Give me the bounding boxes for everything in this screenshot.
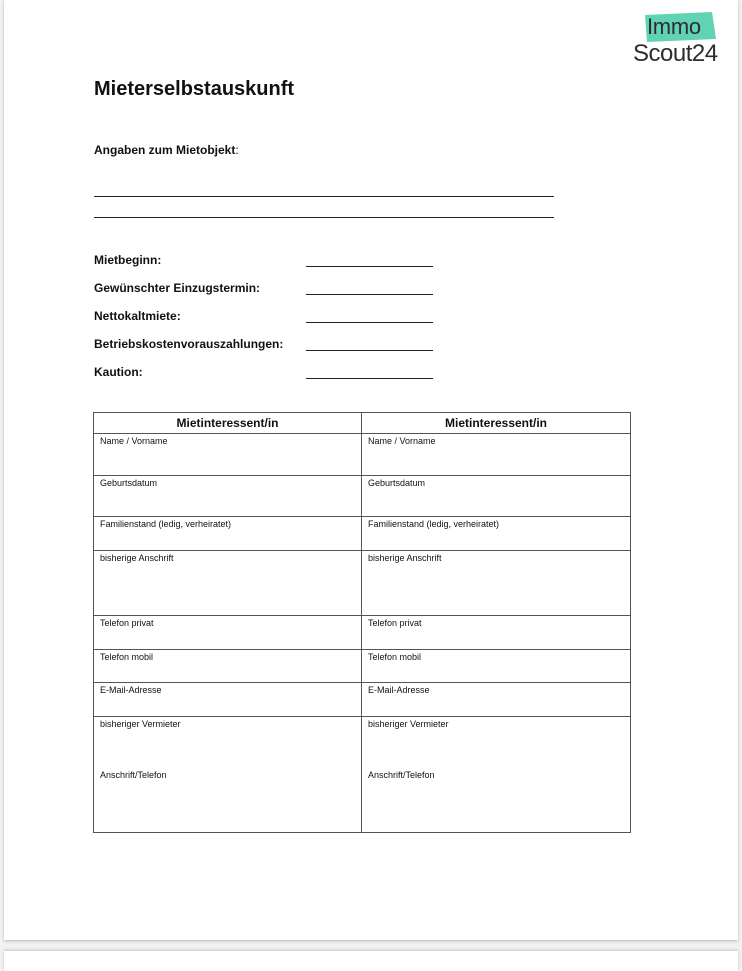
cell-label: Telefon privat [368,618,422,628]
field-label: Mietbeginn: [94,253,162,267]
table-cell[interactable] [362,434,631,476]
cell-label: Name / Vorname [368,436,436,446]
cell-label: bisherige Anschrift [368,553,442,563]
page-title: Mieterselbstauskunft [94,78,295,100]
logo-text-scout24: Scout24 [633,40,718,67]
cell-label: E-Mail-Adresse [368,685,430,695]
object-line-1[interactable] [94,196,554,197]
table-row [94,551,631,616]
table-cell[interactable] [94,551,362,616]
cell-label: Familienstand (ledig, verheiratet) [368,519,500,529]
field-label: Betriebskostenvorauszahlungen: [94,337,284,351]
table-cell[interactable] [362,517,631,551]
table-row [94,517,631,551]
field-input-line[interactable] [306,266,433,267]
table-header-row [94,413,631,434]
field-betriebskosten [94,337,434,353]
table-cell[interactable] [94,650,362,683]
table-cell[interactable] [94,616,362,650]
object-section-label [94,143,239,157]
cell-label: Familienstand (ledig, verheiratet) [100,519,232,529]
table-cell[interactable] [362,616,631,650]
immoscout24-logo [628,10,732,70]
field-nettokaltmiete [94,309,434,325]
cell-sublabel: Anschrift/Telefon [368,770,435,780]
table-cell[interactable] [362,476,631,517]
field-label: Kaution: [94,365,143,379]
table-cell[interactable] [94,476,362,517]
cell-label: bisheriger Vermieter [368,719,449,729]
table-header-tenant-2: Mietinteressent/in [362,413,631,434]
table-cell[interactable] [362,650,631,683]
table-row [94,616,631,650]
table-cell[interactable] [362,683,631,717]
field-input-line[interactable] [306,294,433,295]
cell-label: Telefon mobil [368,652,422,662]
field-input-line[interactable] [306,322,433,323]
field-einzugstermin [94,281,434,297]
table-cell[interactable] [94,517,362,551]
cell-label: Name / Vorname [100,436,168,446]
table-cell[interactable] [94,434,362,476]
table-row [94,434,631,476]
cell-label: bisherige Anschrift [100,553,174,563]
table-cell[interactable] [362,717,631,833]
cell-label: E-Mail-Adresse [100,685,162,695]
field-mietbeginn [94,253,434,269]
table-header-tenant-1: Mietinteressent/in [94,413,362,434]
table-cell[interactable] [362,551,631,616]
field-kaution [94,365,434,381]
table-cell[interactable] [94,717,362,833]
table-row [94,650,631,683]
object-line-2[interactable] [94,217,554,218]
field-input-line[interactable] [306,378,433,379]
table-row [94,717,631,833]
object-label-text: Angaben zum Mietobjekt [94,143,236,157]
table-cell[interactable] [94,683,362,717]
cell-label: Telefon mobil [100,652,154,662]
cell-sublabel: Anschrift/Telefon [100,770,167,780]
logo-text-immo: Immo [647,14,701,39]
next-page-edge [4,951,738,971]
cell-label: Telefon privat [100,618,154,628]
field-input-line[interactable] [306,350,433,351]
field-label: Nettokaltmiete: [94,309,181,323]
cell-label: Geburtsdatum [368,478,426,488]
table-row [94,476,631,517]
cell-label: bisheriger Vermieter [100,719,181,729]
object-label-colon: : [235,143,239,157]
tenant-table [93,412,631,833]
cell-label: Geburtsdatum [100,478,158,488]
document-page [4,0,738,940]
field-label: Gewünschter Einzugstermin: [94,281,261,295]
table-row [94,683,631,717]
